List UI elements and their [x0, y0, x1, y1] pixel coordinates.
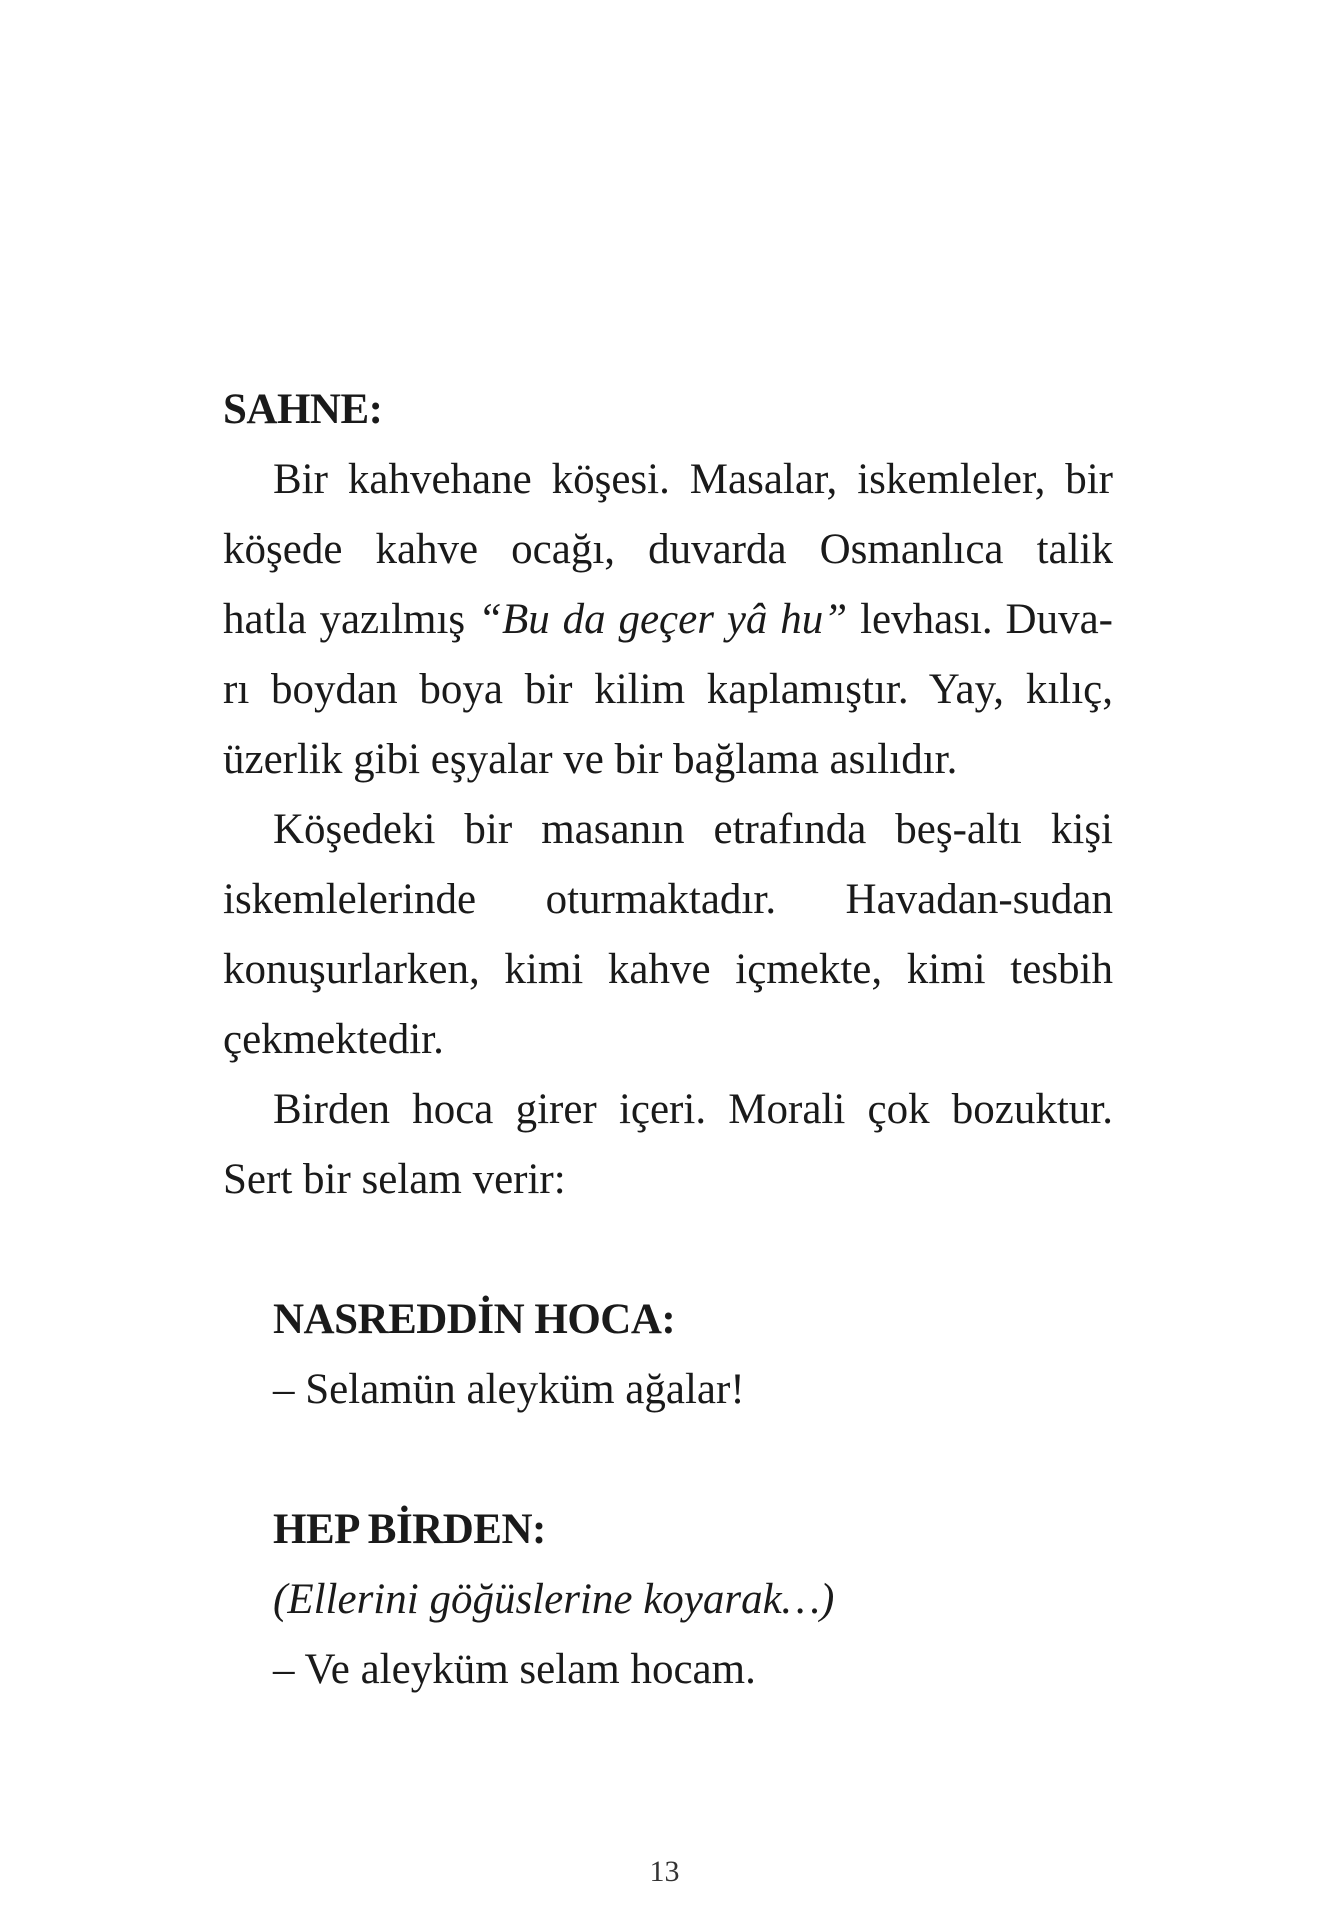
sahne-p1-line-4: rı boydan boya bir kilim kaplamıştır. Yay, kılıç, [223, 666, 1113, 713]
hep-birden-section [273, 1495, 1113, 1705]
sahne-p2-line-1: Köşedeki bir masanın etrafında beş-altı kişi [273, 806, 1113, 853]
hep-birden-heading: HEP BİRDEN: [273, 1506, 546, 1553]
sahne-p1-line-1: Bir kahvehane köşesi. Masalar, iskemleler, bir [273, 456, 1113, 503]
sahne-p1-line-5: üzerlik gibi eşyalar ve bir bağlama asılıdır. [223, 736, 958, 783]
sahne-p2-line-2: iskemlelerinde oturmaktadır. Havadan-sudan [223, 876, 1113, 923]
sahne-p1-line-3a: hatla yazılmış [223, 596, 479, 643]
nasreddin-heading: NASREDDİN HOCA: [273, 1296, 676, 1343]
page-number: 13 [649, 1855, 680, 1888]
sahne-p1-line-3 [223, 585, 1113, 655]
sahne-p2-line-3: konuşurlarken, kimi kahve içmekte, kimi tesbih [223, 946, 1113, 993]
nasreddin-line: – Selamün aleyküm ağalar! [273, 1366, 745, 1413]
sahne-p3-line-2: Sert bir selam verir: [223, 1156, 566, 1203]
hep-birden-line: – Ve aleyküm selam hocam. [273, 1646, 756, 1693]
sahne-p1-line-3b: levhası. Duva- [847, 596, 1114, 643]
stage-direction: (Ellerini göğüslerine koyarak…) [273, 1576, 835, 1623]
sahne-paragraph-2 [223, 795, 1113, 1075]
sahne-section [223, 375, 1113, 445]
sahne-heading: SAHNE: [223, 386, 383, 433]
levha-quote: “Bu da geçer yâ hu” [478, 596, 848, 643]
sahne-p2-line-4: çekmektedir. [223, 1016, 444, 1063]
sahne-paragraph-3 [223, 1075, 1113, 1215]
sahne-paragraph-1 [223, 445, 1113, 515]
nasreddin-section [273, 1285, 1113, 1425]
sahne-p1-line-2: köşede kahve ocağı, duvarda Osmanlıca talik [223, 526, 1113, 573]
sahne-p3-line-1: Birden hoca girer içeri. Morali çok bozuktur. [273, 1086, 1113, 1133]
sahne-p1-block [223, 515, 1113, 795]
